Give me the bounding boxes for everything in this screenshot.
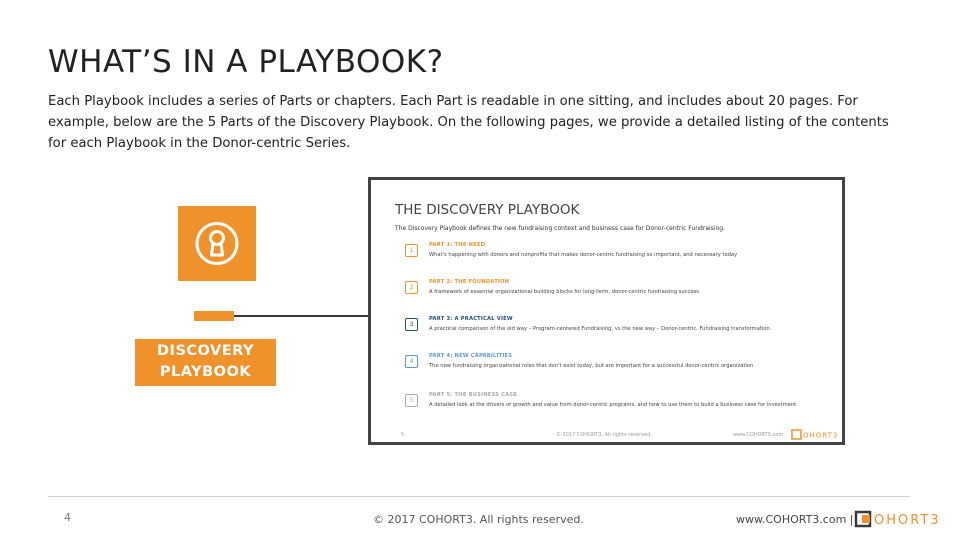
part-description: A detailed look at the drivers of growth and value from donor-centric programs, and how to use them to build a business case for investment. xyxy=(429,402,798,408)
svg-text:OHORT3: OHORT3 xyxy=(803,431,839,440)
part-description: The new fundraising organizational roles that don't exist today, but are important for a successful donor-centric organization xyxy=(429,363,754,369)
preview-part-3 xyxy=(405,316,825,344)
page-number: 4 xyxy=(64,511,71,524)
svg-text:OHORT3: OHORT3 xyxy=(874,513,941,528)
preview-url: www.COHORT3.com xyxy=(733,432,784,438)
keyhole-icon xyxy=(178,206,256,281)
part-number: 4 xyxy=(405,355,418,368)
footer-copyright: © 2017 COHORT3. All rights reserved. xyxy=(373,513,584,526)
playbook-label-line2: PLAYBOOK xyxy=(159,364,252,380)
part-title: PART 5: THE BUSINESS CASE xyxy=(429,392,518,398)
part-description: What's happening with donors and nonprofits that makes donor-centric fundraising so important, and necessary today xyxy=(429,252,738,258)
preview-part-2 xyxy=(405,279,825,307)
part-number: 2 xyxy=(405,281,418,294)
preview-copyright: © 2017 COHORT3. All rights reserved. xyxy=(556,432,652,438)
part-title: PART 4: NEW CAPABILITIES xyxy=(429,353,513,359)
part-number: 3 xyxy=(405,318,418,331)
playbook-label xyxy=(135,339,276,386)
playbook-icon-tile xyxy=(178,206,256,281)
preview-footer xyxy=(371,432,842,444)
part-number: 5 xyxy=(405,394,418,407)
cohort3-logo xyxy=(853,509,945,529)
part-title: PART 2: THE FOUNDATION xyxy=(429,279,510,285)
part-title: PART 1: THE NEED xyxy=(429,242,486,248)
preview-part-5 xyxy=(405,392,825,420)
footer-divider xyxy=(48,496,910,497)
preview-title: THE DISCOVERY PLAYBOOK xyxy=(395,202,580,218)
preview-part-1 xyxy=(405,242,825,270)
part-number: 1 xyxy=(405,244,418,257)
preview-page-number: 5 xyxy=(401,432,405,438)
intro-paragraph: Each Playbook includes a series of Parts or chapters. Each Part is readable in one sitting, and includes about 20 pages. For example, below are the 5 Parts of the Discovery Playbook. On the following pages, we provide a detailed listing of the contents for each Playbook in the Donor-centric Series. xyxy=(48,94,889,151)
connector-line xyxy=(234,315,370,317)
part-description: A framework of essential organizational building blocks for long-term, donor-centric fundraising success xyxy=(429,289,699,295)
icon-stem xyxy=(194,311,234,321)
playbook-preview-page xyxy=(368,177,845,445)
preview-cohort3-logo xyxy=(791,429,839,440)
part-description: A practical comparison of the old way – Program-centered Fundraising, vs the new way – Donor-centric. Fundraising transformation. xyxy=(429,326,772,332)
preview-part-4 xyxy=(405,353,825,381)
slide-title: WHAT’S IN A PLAYBOOK? xyxy=(48,44,444,80)
playbook-label-line1: DISCOVERY xyxy=(157,343,254,359)
part-title: PART 3: A PRACTICAL VIEW xyxy=(429,316,513,322)
preview-description: The Discovery Playbook defines the new fundraising context and business case for Donor-centric Fundraising. xyxy=(395,225,725,232)
footer-url: www.COHORT3.com | xyxy=(736,513,854,526)
